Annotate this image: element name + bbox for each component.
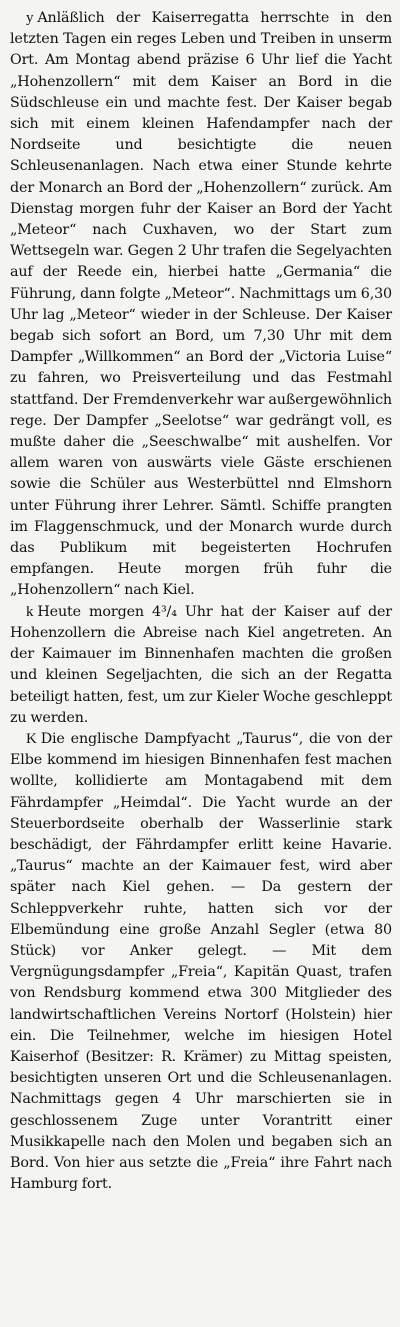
article-body: Heute morgen 4³/₄ Uhr hat der Kaiser auf der Hohenzollern die Abreise nach Kiel angetreten. An der Kaimauer im Binnenhafen machten die großen und kleinen Segeljachten, die sich an der Regatta beteiligt hatten, fest, um zur Kieler Woche geschleppt zu werden. [10, 603, 392, 726]
article-body: Die englische Dampfyacht „Taurus“, die von der Elbe kommend im hiesigen Binnenhafen fest machen wollte, kollidierte am Montagabend mit dem Fährdampfer „Heimdal“. Die Yacht wurde an der Steuerbordseite oberhalb der Wasserlinie stark beschädigt, der Fährdampfer erlitt keine Havarie. „Taurus“ machte an der Kaimauer fest, wird aber später nach Kiel gehen. — Da gestern der Schleppverkehr ruhte, hatten sich vor der Elbemündung eine große Anzahl Segler (etwa 80 Stück) vor Anker gelegt. — Mit dem Vergnügungsdampfer „Freia“, Kapitän Quast, trafen von Rendsburg kommend etwa 300 Mitglieder des landwirtschaftlichen Vereins Nortorf (Holstein) hier ein. Die Teilnehmer, welche im hiesigen Hotel Kaiserhof (Besitzer: R. Krämer) zu Mittag speisten, besichtigten unseren Ort und die Schleusenanlagen. Nachmittags gegen 4 Uhr marschierten sie in geschlossenem Zuge unter Vorantritt einer Musikkapelle nach den Molen und begaben sich an Bord. Von hier aus setzte die „Freia“ ihre Fahrt nach Hamburg fort. [10, 730, 392, 1193]
article-dampfyacht-taurus [10, 729, 392, 1195]
article-tag: k [26, 603, 34, 620]
article-tag: K [26, 730, 37, 747]
article-tag: y [26, 10, 34, 26]
article-kaiser-abreise [10, 602, 392, 729]
article-kaiserregatta [10, 8, 392, 602]
article-body: Anläßlich der Kaiserregatta herrschte in den letzten Tagen ein reges Leben und Treiben in unserm Ort. Am Montag abend präzise 6 Uhr lief die Yacht „Hohenzollern“ mit dem Kaiser an Bord in die Südschleuse ein und machte fest. Der Kaiser begab sich mit einem kleinen Hafendampfer nach der Nordseite und besichtigte die neuen Schleusenanlagen. Nach etwa einer Stunde kehrte der Monarch an Bord der „Hohenzollern“ zurück. Am Dienstag morgen fuhr der Kaiser an Bord der Yacht „Meteor“ nach Cuxhaven, wo der Start zum Wettsegeln war. Gegen 2 Uhr trafen die Segelyachten auf der Reede ein, hierbei hatte „Germania“ die Führung, dann folgte „Meteor“. Nachmittags um 6,30 Uhr lag „Meteor“ wieder in der Schleuse. Der Kaiser begab sich sofort an Bord, um 7,30 Uhr mit dem Dampfer „Willkommen“ an Bord der „Victoria Luise“ zu fahren, wo Preisverteilung und das Festmahl stattfand. Der Fremdenverkehr war außergewöhnlich rege. Der Dampfer „Seelotse“ war gedrängt voll, es mußte daher die „Seeschwalbe“ mit aushelfen. Vor allem waren von auswärts viele Gäste erschienen sowie die Schüler aus Westerbüttel nnd Elmshorn unter Führung ihrer Lehrer. Sämtl. Schiffe prangten im Flaggenschmuck, und der Monarch wurde durch das Publikum mit begeisterten Hochrufen empfangen. Heute morgen früh fuhr die „Hohenzollern“ nach Kiel. [10, 10, 392, 599]
